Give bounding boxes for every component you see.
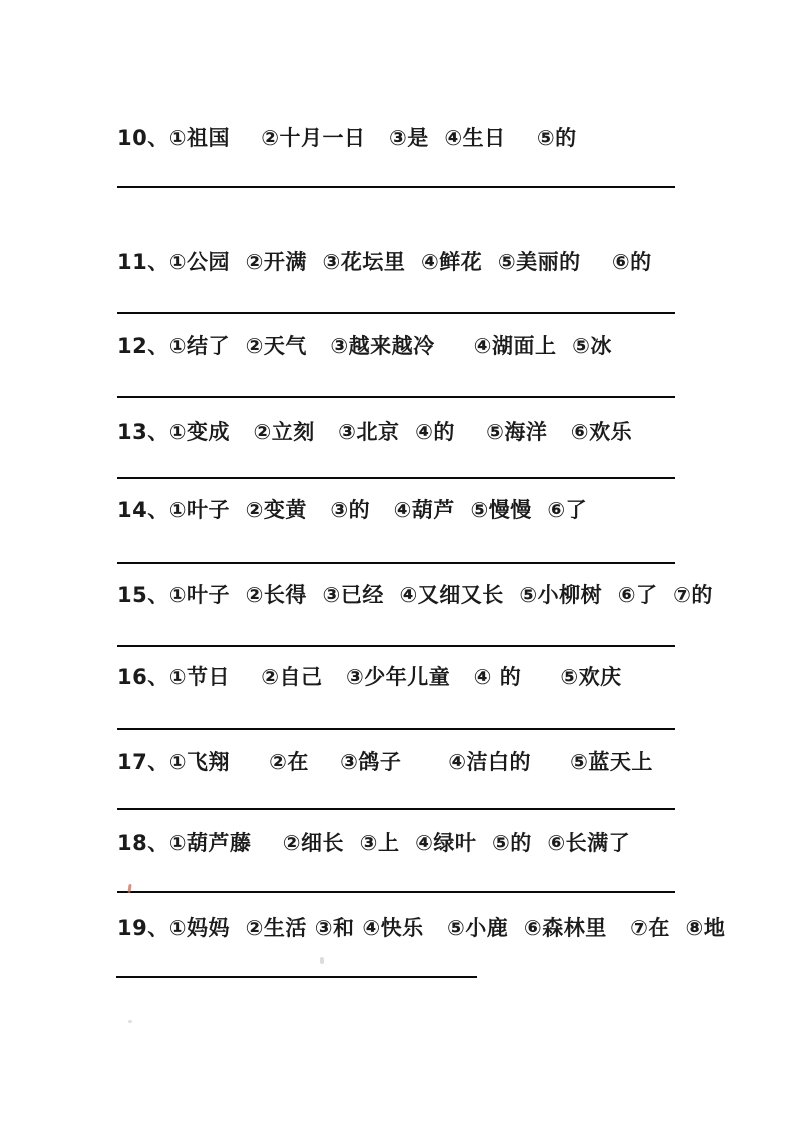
answer-blank-line [117,396,675,398]
item-number: 10、 [117,126,169,150]
item-words: ①结了 ②天气 ③越来越冷 ④湖面上 ⑤冰 [168,334,612,358]
answer-blank-line [117,186,675,188]
answer-blank-line [116,976,477,978]
item-number: 16、 [117,665,169,689]
item-number: 19、 [117,916,169,940]
answer-blank-line [117,562,675,564]
answer-blank-line [117,808,675,810]
exercise-item-15 [117,583,713,607]
scan-artifact [320,957,324,964]
item-number: 11、 [117,250,169,274]
item-number: 13、 [117,420,169,444]
item-number: 12、 [117,334,169,358]
item-words: ①叶子 ②变黄 ③的 ④葫芦 ⑤慢慢 ⑥了 [168,498,588,522]
exercise-item-12 [117,334,612,358]
item-number: 14、 [117,498,169,522]
item-words: ①妈妈 ②生活 ③和 ④快乐 ⑤小鹿 ⑥森林里 ⑦在 ⑧地 [168,916,726,940]
exercise-item-16 [117,665,622,689]
item-words: ①节日 ②自己 ③少年儿童 ④ 的 ⑤欢庆 [168,665,622,689]
exercise-item-11 [117,250,652,274]
exercise-item-19 [117,916,725,940]
scan-artifact [128,1020,132,1023]
item-words: ①叶子 ②长得 ③已经 ④又细又长 ⑤小柳树 ⑥了 ⑦的 [168,583,713,607]
exercise-item-14 [117,498,587,522]
item-words: ①变成 ②立刻 ③北京 ④的 ⑤海洋 ⑥欢乐 [168,420,633,444]
item-words: ①飞翔 ②在 ③鸽子 ④洁白的 ⑤蓝天上 [168,750,653,774]
exercise-item-10 [117,126,577,150]
item-words: ①祖国 ②十月一日 ③是 ④生日 ⑤的 [168,126,577,150]
item-words: ①葫芦藤 ②细长 ③上 ④绿叶 ⑤的 ⑥长满了 [168,831,631,855]
answer-blank-line [117,891,675,893]
item-number: 15、 [117,583,169,607]
exercise-item-17 [117,750,653,774]
item-number: 18、 [117,831,169,855]
answer-blank-line [117,728,675,730]
item-number: 17、 [117,750,169,774]
item-words: ①公园 ②开满 ③花坛里 ④鲜花 ⑤美丽的 ⑥的 [168,250,652,274]
exercise-item-18 [117,831,630,855]
answer-blank-line [117,477,675,479]
exercise-item-13 [117,420,632,444]
answer-blank-line [117,645,675,647]
answer-blank-line [117,312,675,314]
